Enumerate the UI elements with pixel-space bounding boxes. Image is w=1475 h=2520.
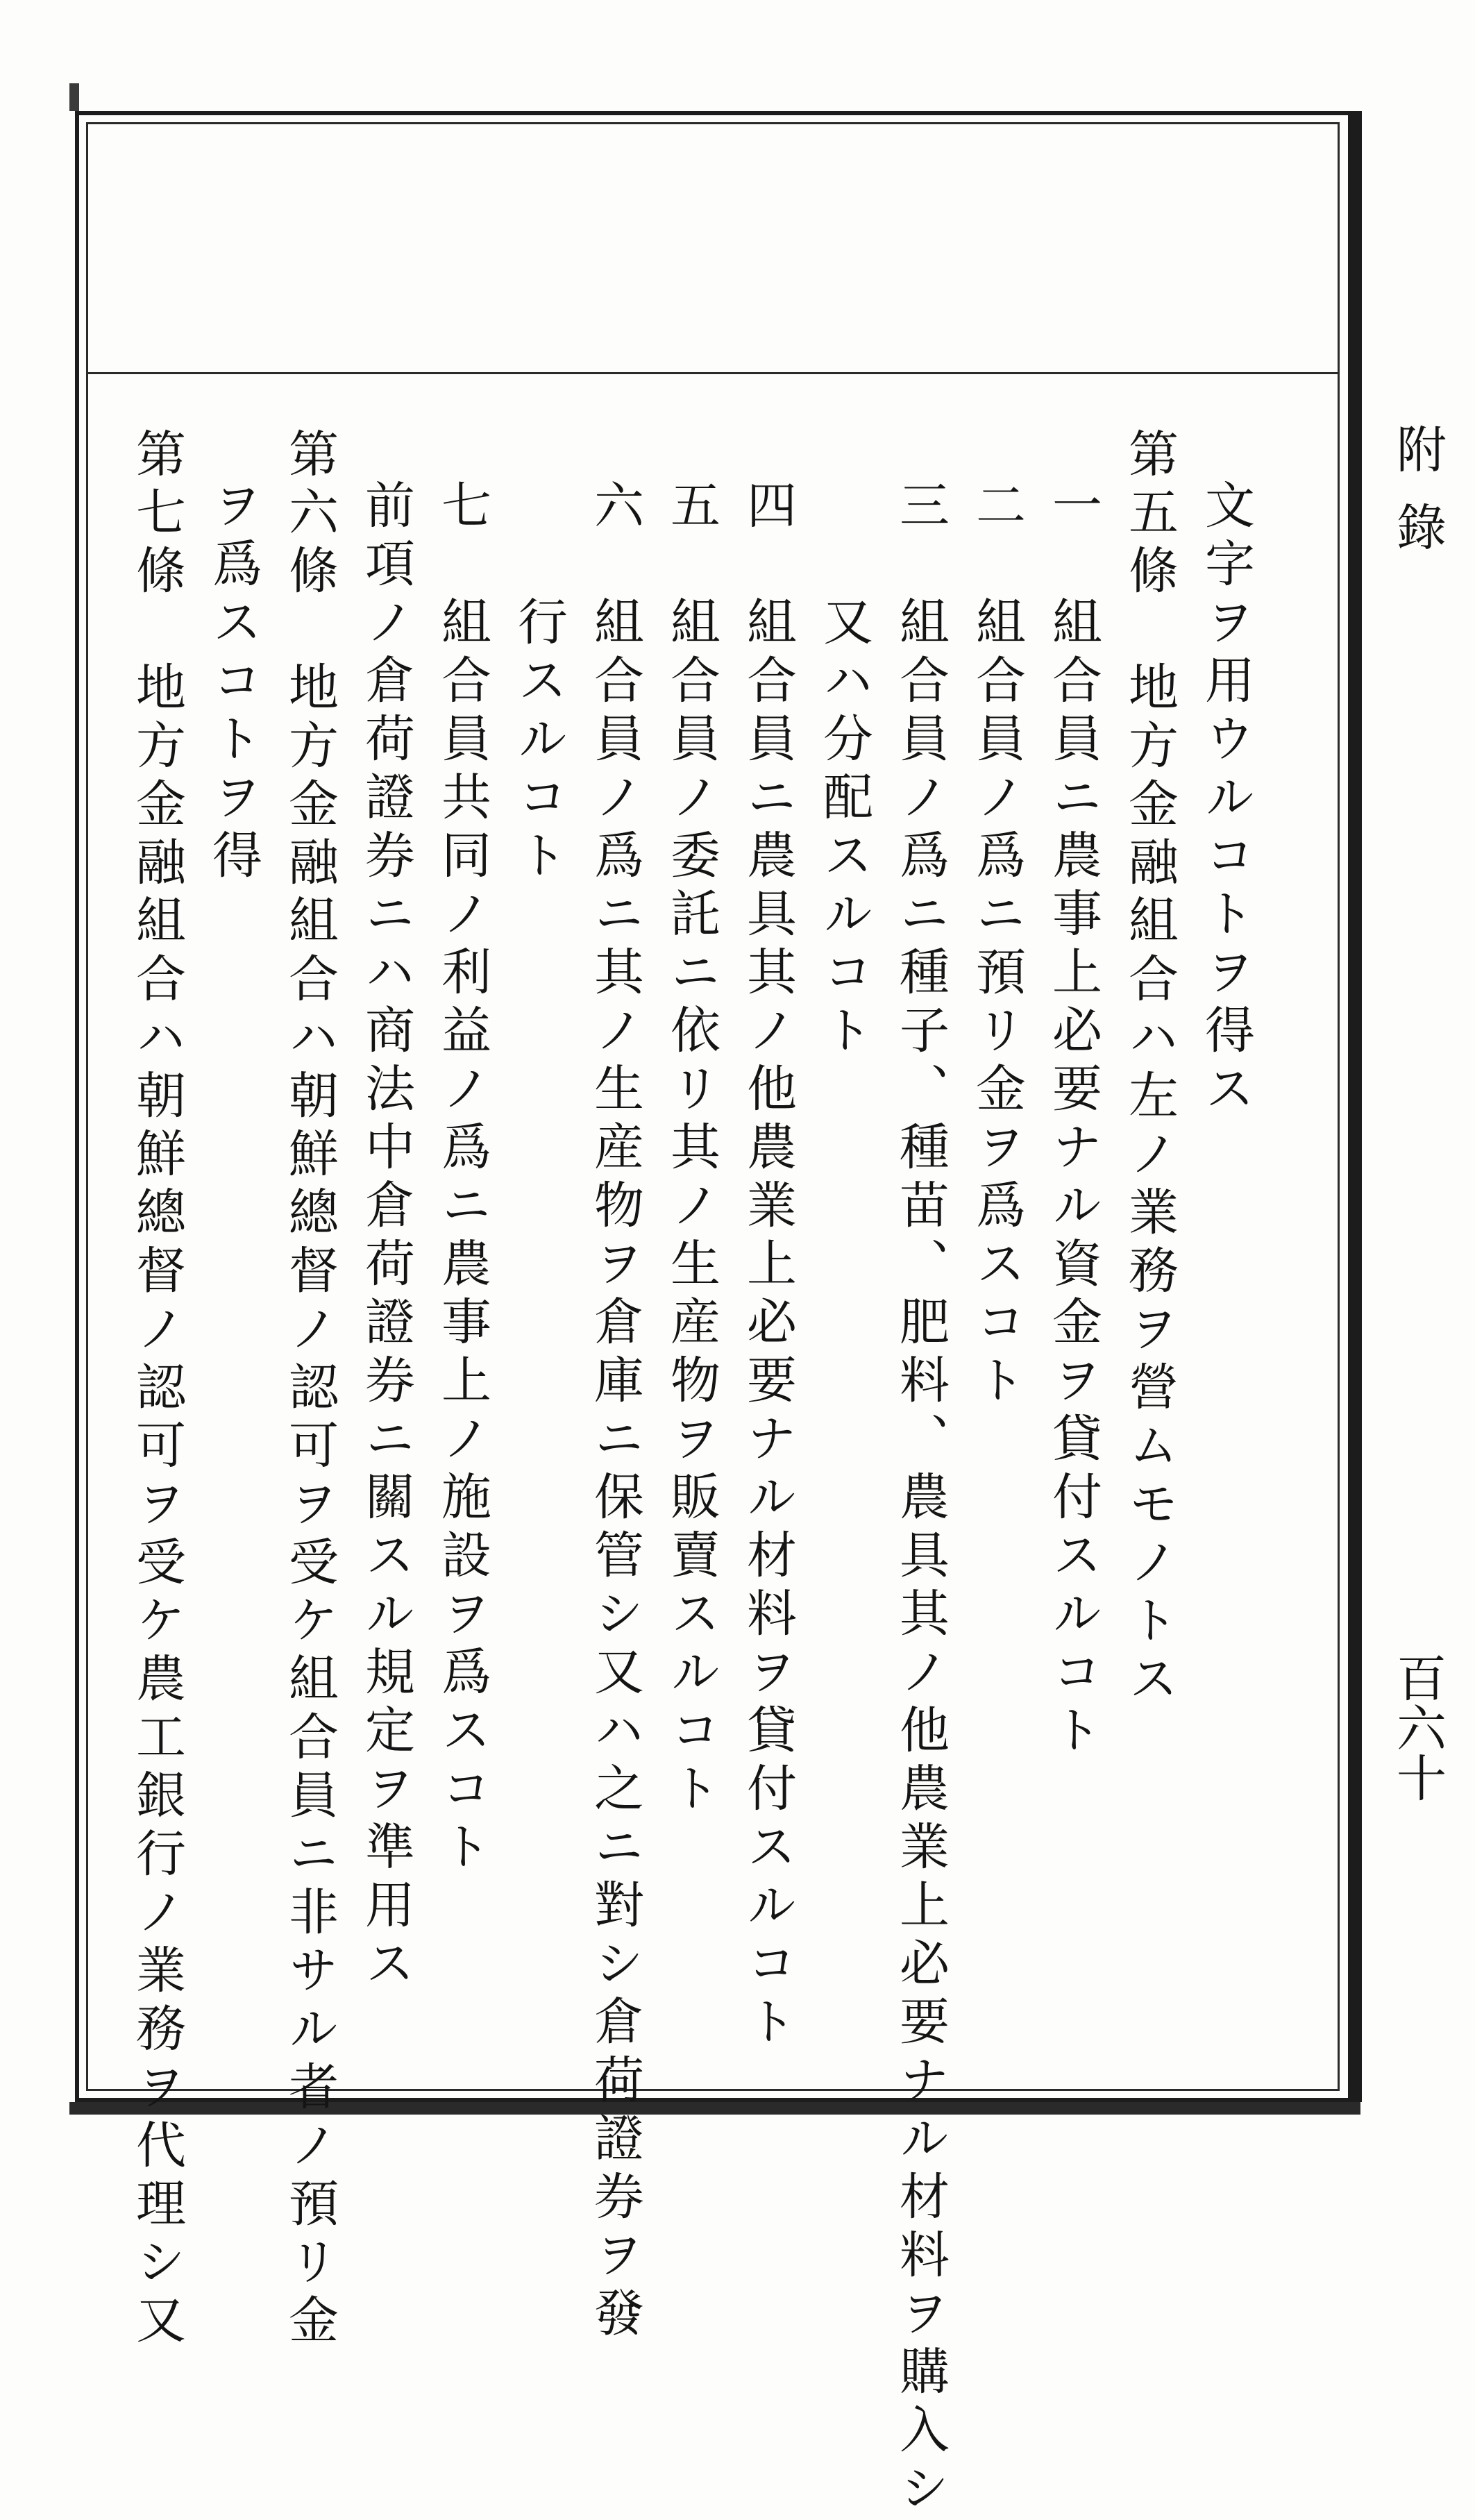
list-item-1: 一 組合員ニ農事上必要ナル資金ヲ貸付スルコト — [1044, 479, 1102, 1762]
frame-bottom-rule — [69, 2102, 1360, 2115]
article-5-heading: 第五條 地方金融組合ハ左ノ業務ヲ營ムモノトス — [1120, 428, 1179, 1711]
list-item-6: 六 組合員ノ爲ニ其ノ生産物ヲ倉庫ニ保管シ又ハ之ニ對シ倉荷證券ヲ發 — [586, 479, 644, 2345]
paragraph-warehouse-receipts: 前項ノ倉荷證券ニハ商法中倉荷證券ニ關スル規定ヲ準用ス — [357, 479, 415, 1995]
article-6-continued: ヲ爲スコトヲ得 — [204, 479, 262, 887]
frame-top-edge — [69, 83, 79, 111]
list-item-7: 七 組合員共同ノ利益ノ爲ニ農事上ノ施設ヲ爲スコト — [433, 479, 491, 1879]
article-7-heading: 第七條 地方金融組合ハ朝鮮總督ノ認可ヲ受ケ農工銀行ノ業務ヲ代理シ又 — [128, 428, 186, 2352]
frame-right-rule — [1352, 111, 1362, 2102]
list-item-5: 五 組合員ノ委託ニ依リ其ノ生産物ヲ販賣スルコト — [662, 479, 720, 1820]
list-item-3-continued: 又ハ分配スルコト — [815, 479, 873, 1062]
article-6-heading: 第六條 地方金融組合ハ朝鮮總督ノ認可ヲ受ケ組合員ニ非サル者ノ預リ金 — [280, 428, 339, 2352]
list-item-2: 二 組合員ノ爲ニ預リ金ヲ爲スコト — [968, 479, 1026, 1412]
list-item-4: 四 組合員ニ農具其ノ他農業上必要ナル材料ヲ貸付スルコト — [739, 479, 797, 2053]
text-column: 文字ヲ用ウルコトヲ得ス — [1197, 479, 1255, 1120]
header-divider — [86, 372, 1340, 374]
list-item-3: 三 組合員ノ爲ニ種子、種苗、肥料、農具其ノ他農業上必要ナル材料ヲ購入シ — [891, 479, 950, 2520]
section-label: 附錄 — [1388, 423, 1447, 579]
page-number: 百六十 — [1388, 1652, 1447, 1802]
list-item-6-continued: 行スルコト — [509, 479, 568, 887]
